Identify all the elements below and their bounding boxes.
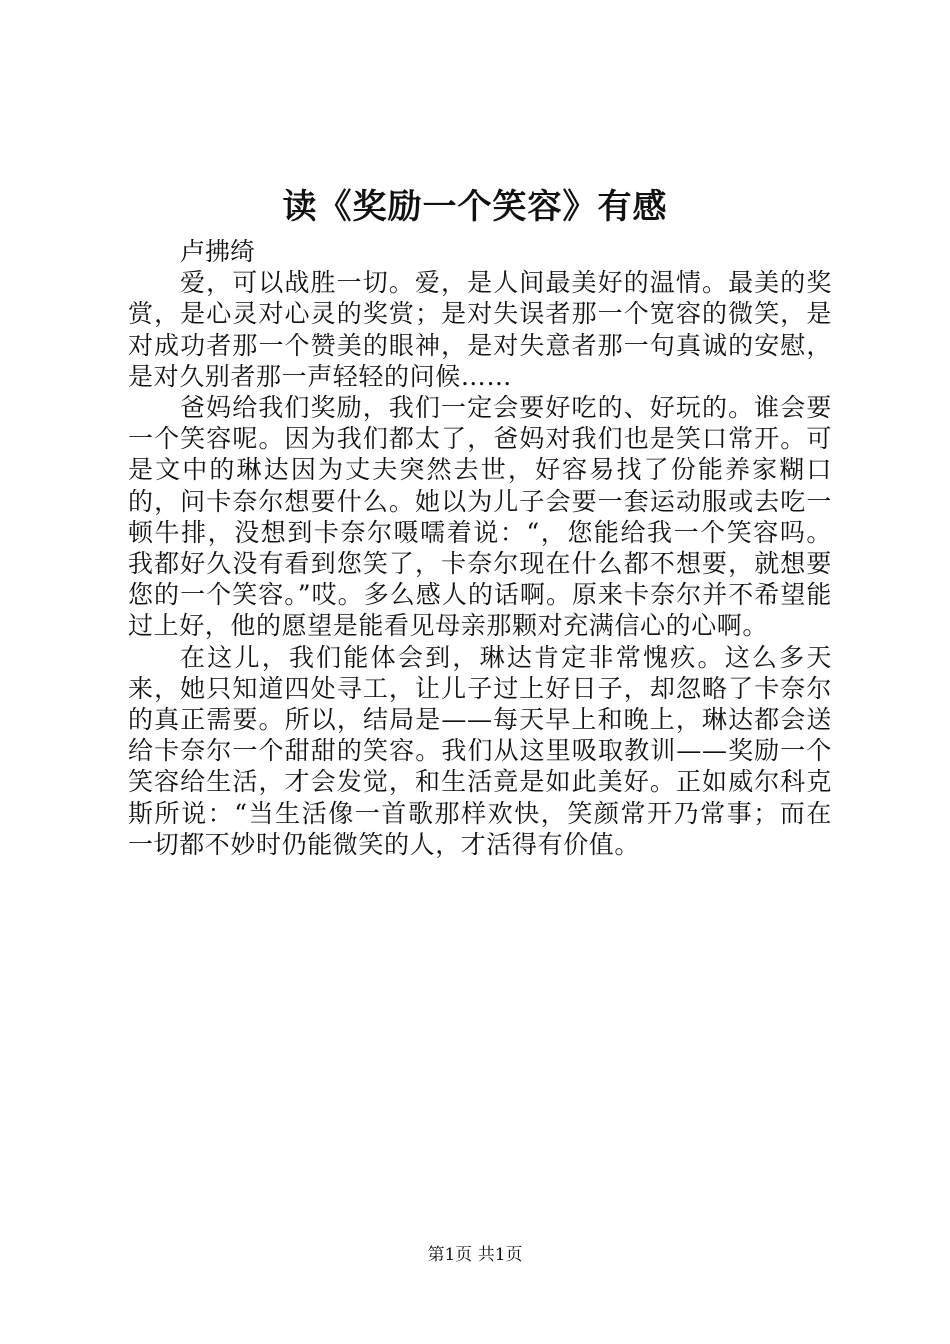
page-footer: 第1页 共1页 bbox=[427, 1245, 523, 1265]
author-name: 卢拂绮 bbox=[180, 237, 256, 266]
paragraph-2: 爸妈给我们奖励，我们一定会要好吃的、好玩的。谁会要一个笑容呢。因为我们都太了，爸妈对我们也是笑口常开。可是文中的琳达因为丈夫突然去世，好容易找了份能养家糊口的，问卡奈尔想要什么。她以为儿子会要一套运动服或去吃一顿牛排，没想到卡奈尔嗫嚅着说：“，您能给我一个笑容吗。我都好久没有看到您笑了，卡奈尔现在什么都不想要，就想要您的一个笑容。”哎。多么感人的话啊。原来卡奈尔并不希望能过上好，他的愿望是能看见母亲那颗对充满信心的心啊。 bbox=[128, 393, 832, 641]
paragraph-3: 在这儿，我们能体会到，琳达肯定非常愧疚。这么多天来，她只知道四处寻工，让儿子过上好日子，却忽略了卡奈尔的真正需要。所以，结局是——每天早上和晚上，琳达都会送给卡奈尔一个甜甜的笑容。我们从这里吸取教训——奖励一个笑容给生活，才会发觉，和生活竟是如此美好。正如威尔科克斯所说：“当生活像一首歌那样欢快，笑颜常开乃常事；而在一切都不妙时仍能微笑的人，才活得有价值。 bbox=[128, 642, 832, 859]
document-title: 读《奖励一个笑容》有感 bbox=[282, 187, 668, 227]
document-body bbox=[128, 236, 832, 860]
paragraph-1: 爱，可以战胜一切。爱，是人间最美好的温情。最美的奖赏，是心灵对心灵的奖赏；是对失误者那一个宽容的微笑，是对成功者那一个赞美的眼神，是对失意者那一句真诚的安慰，是对久别者那一声轻轻的问候…… bbox=[128, 268, 832, 391]
